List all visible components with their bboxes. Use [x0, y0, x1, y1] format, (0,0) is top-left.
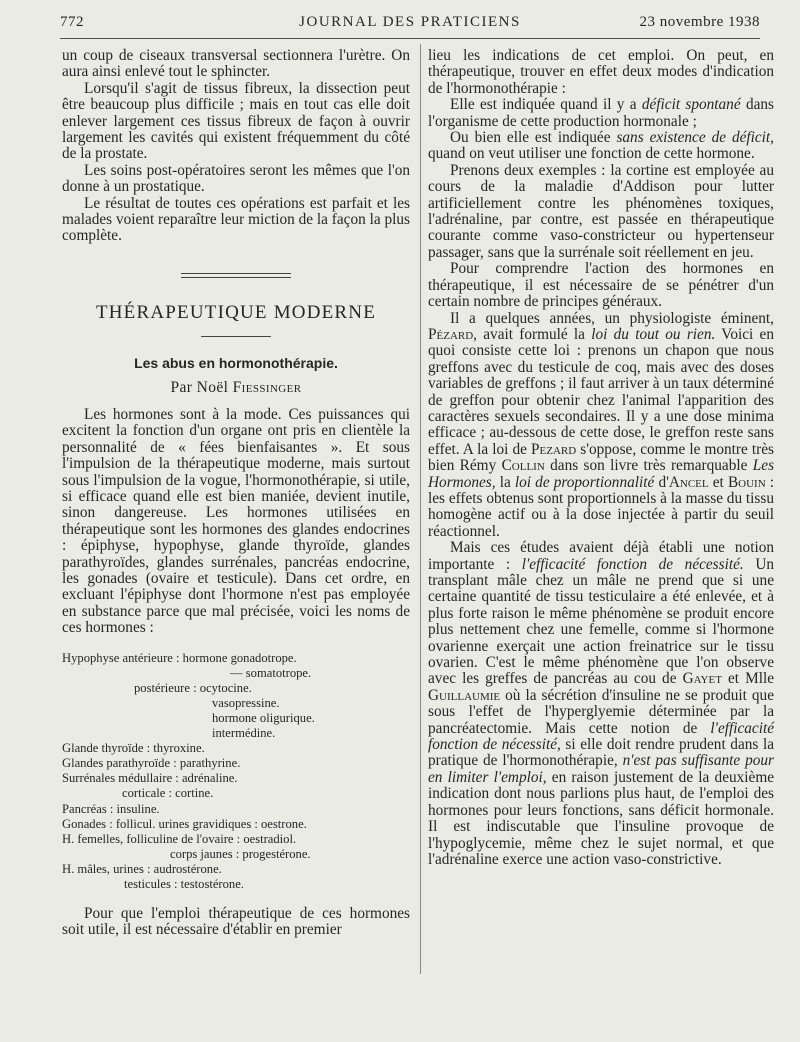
- paragraph: Les soins post-opératoires seront les mêmes que l'on donne à un prostatique.: [62, 161, 410, 196]
- list-item: — somatotrope.: [230, 665, 312, 680]
- paragraph: Prenons deux exemples : la cortine est employée au cours de la maladie d'Addison pour lutter artificiellement contre les phénomènes toxiques, l'adrénaline, par contre, est passée en thérapeutique courante comme vaso-constricteur ou hypertenseur passager, sans que la surrénale soit réellement en jeu.: [428, 161, 774, 261]
- list-item: corticale : cortine.: [122, 786, 214, 801]
- page-number: 772: [60, 14, 84, 30]
- paragraph: lieu les indications de cet emploi. On peut, en thérapeutique, trouver en effet deux modes d'indication de l'hormonothérapie :: [428, 47, 774, 97]
- hormone-list: [62, 651, 410, 893]
- list-item: intermédine.: [212, 726, 276, 741]
- list-item: Gonades : follicul. urines gravidiques : oestrone.: [62, 816, 307, 831]
- right-column: [428, 48, 774, 868]
- author-name: Fiessinger: [232, 378, 302, 396]
- left-column: [62, 48, 410, 939]
- paragraph: un coup de ciseaux transversal sectionnera l'urètre. On aura ainsi enlevé tout le sphincter.: [62, 47, 410, 81]
- paragraph: Pour comprendre l'action des hormones en thérapeutique, il est nécessaire de se pénétrer d'un certain nombre de principes généraux.: [428, 260, 774, 311]
- journal-title: JOURNAL DES PRATICIENS: [299, 14, 521, 30]
- column-divider: [420, 44, 421, 974]
- list-item: Glande thyroïde : thyroxine.: [62, 741, 205, 756]
- list-item: postérieure : ocytocine.: [134, 680, 252, 695]
- article-title: Les abus en hormonothérapie.: [134, 354, 338, 371]
- paragraph: Lorsqu'il s'agit de tissus fibreux, la dissection peut être beaucoup plus difficile ; mais en tout cas elle doit enlever largement ces tissus fibreux de façon à ouvrir largement les cavités qui existent fréquemment du côté de la prostate.: [62, 79, 410, 163]
- title-rule: [201, 336, 271, 337]
- list-item: Glandes parathyroïde : parathyrine.: [62, 756, 241, 771]
- list-item: Pancréas : insuline.: [62, 801, 160, 816]
- running-header: [60, 14, 760, 38]
- list-item: vasopressine.: [212, 695, 280, 710]
- list-item: hormone oligurique.: [212, 710, 315, 725]
- byline-prefix: Par Noël: [170, 378, 229, 396]
- section-title: THÉRAPEUTIQUE MODERNE: [95, 301, 377, 323]
- paragraph: Ou bien elle est indiquée sans existence de déficit, quand on veut utiliser une fonction de cette hormone.: [428, 129, 774, 163]
- list-item: Hypophyse antérieure : hormone gonadotrope.: [62, 650, 297, 665]
- list-item: Surrénales médullaire : adrénaline.: [62, 771, 238, 786]
- header-rule: [60, 38, 760, 39]
- paragraph: Il a quelques années, un physiologiste éminent, Pézard, avait formulé la loi du tout ou rien. Voici en quoi consiste cette loi : prenons un chapon que nous greffons avec du testicule de coq, mais avec des doses variables de greffons ; il faut arriver à un taux déterminé de greffon pour obtenir chez l'animal l'apparition des caractères sexuels secondaires. Il y a une dose minima efficace ; au-dessous de cette dose, le greffon reste sans effet. A la loi de Pezard s'oppose, comme le montre très bien Rémy Collin dans son livre très remarquable Les Hormones, la loi de proportionnalité d'Ancel et Bouin : les effets obtenus sont proportionnels à la masse du tissu homogène actif ou à la dose injectée à partir du seuil réactionnel.: [428, 309, 775, 540]
- paragraph: Le résultat de toutes ces opérations est parfait et les malades voient reparaître leur miction de la façon la plus complète.: [62, 194, 410, 245]
- paragraph: Elle est indiquée quand il y a déficit spontané dans l'organisme de cette production hormonale ;: [428, 96, 774, 130]
- paragraph: Mais ces études avaient déjà établi une notion importante : l'efficacité fonction de nécessité. Un transplant mâle chez un mâle ne prend que si une certaine quantité de tissu testiculaire a été enlevée, et à plus forte raison le même phénomène se produit encore plus nettement chez une femelle, comme si l'hormone ovarienne exerçait une action freinatrice sur le tissu ovarien. C'est le même phénomène que l'on observe avec les greffes de pancréas au cou de Gayet et Mlle Guillaumie où la sécrétion d'insuline ne se produit que sous l'effet de l'hyperglyemie déterminée par la pancréatectomie. Mais cette notion de l'efficacité fonction de nécessité, si elle doit rendre prudent dans la pratique de l'hormonothérapie, n'est pas suffisante pour en limiter l'emploi, en raison justement de la deuxième indication dont nous parlions plus haut, de l'emploi des hormones pour leurs fonctions, sans déficit hormonale. Il est indiscutable que l'insuline provoque de l'hypoglycemie, même chez le sujet normal, et que l'adrénaline exerce une action vaso-constrictive.: [428, 539, 775, 868]
- list-item: H. femelles, folliculine de l'ovaire : oestradiol.: [62, 831, 297, 846]
- list-item: corps jaunes : progestérone.: [170, 846, 311, 861]
- paragraph: Pour que l'emploi thérapeutique de ces hormones soit utile, il est nécessaire d'établir en premier: [62, 905, 410, 939]
- paragraph: Les hormones sont à la mode. Ces puissances qui excitent la fonction d'un organe ont pris en clientèle la personnalité de « fées bienfaisantes ». Et sous l'impulsion de la thérapeutique moderne, mais surtout sous l'impulsion de la vogue, l'hormonothérapie, si utile, si efficace quand elle est bien maniée, devient inutile, sinon dangereuse. Les hormones utilisées en thérapeutique sont les hormones des glandes endocrines : épiphyse, hypophyse, glande thyroïde, glandes parathyroïdes, glandes surrénales, pancréas endocrine, les gonades (ovaire et testicule). Dans cet ordre, en excluant l'épiphyse dont l'hormone n'est pas employée en substance parce que mal précisée, voici les noms de ces hormones :: [62, 405, 410, 637]
- list-item: testicules : testostérone.: [124, 876, 244, 891]
- byline: [62, 379, 410, 397]
- list-item: H. mâles, urines : audrostérone.: [62, 861, 222, 876]
- issue-date: 23 novembre 1938: [639, 14, 760, 30]
- section-separator: [181, 273, 291, 278]
